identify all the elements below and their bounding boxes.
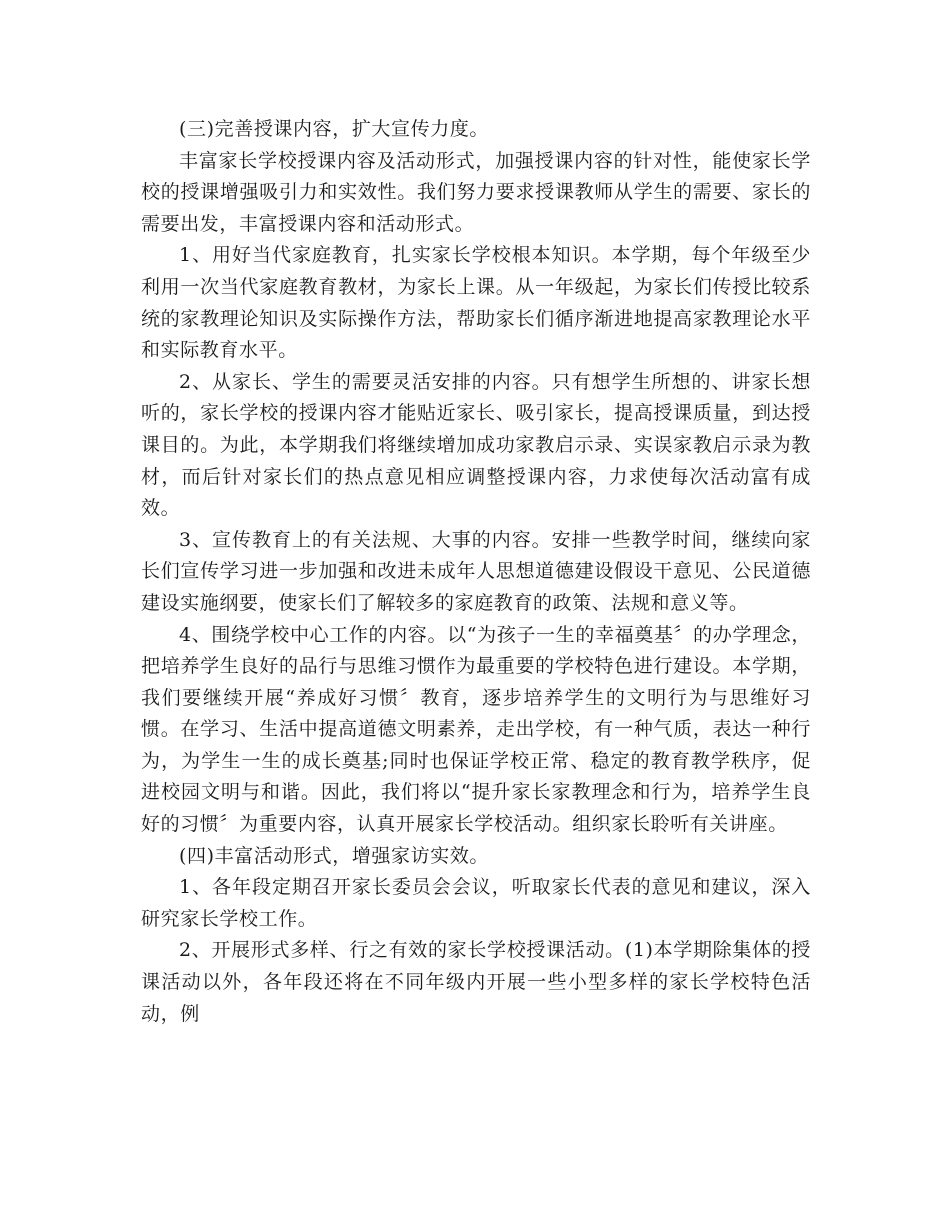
section-heading-3: (三)完善授课内容，扩大宣传力度。 — [179, 118, 490, 140]
paragraph-item-1: 1、用好当代家庭教育，扎实家长学校根本知识。本学期，每个年级至少利用一次当代家庭教育教材，为家长上课。从一年级起，为家长们传授比较系统的家教理论知识及实际操作方法，帮助家长们循序渐进地提高家教理论水平和实际教育水平。 — [141, 244, 811, 362]
paragraph-item-4: 4、围绕学校中心工作的内容。以“为孩子一生的幸福奠基〞的办学理念，把培养学生良好的品行与思维习惯作为最重要的学校特色进行建设。本学期，我们要继续开展“养成好习惯〞教育，逐步培养学生的文明行为与思维好习惯。在学习、生活中提高道德文明素养，走出学校，有一种气质，表达一种行为，为学生一生的成长奠基;同时也保证学校正常、稳定的教育教学秩序，促进校园文明与和谐。因此，我们将以“提升家长家教理念和行为，培养学生良好的习惯〞为重要内容，认真开展家长学校活动。组织家长聆听有关讲座。 — [141, 623, 811, 836]
paragraph-activity-1: 1、各年段定期召开家长委员会会议，听取家长代表的意见和建议，深入研究家长学校工作。 — [141, 876, 811, 930]
paragraph-item-3: 3、宣传教育上的有关法规、大事的内容。安排一些教学时间，继续向家长们宣传学习进一步加强和改进未成年人思想道德建设假设干意见、公民道德建设实施纲要，使家长们了解较多的家庭教育的政策、法规和意义等。 — [141, 528, 811, 614]
section-heading-4: (四)丰富活动形式，增强家访实效。 — [179, 844, 490, 867]
paragraph-activity-2: 2、开展形式多样、行之有效的家长学校授课活动。(1)本学期除集体的授课活动以外，各年段还将在不同年级内开展一些小型多样的家长学校特色活动，例 — [141, 939, 811, 1025]
document-page — [141, 114, 811, 1030]
paragraph-intro: 丰富家长学校授课内容及活动形式，加强授课内容的针对性，能使家长学校的授课增强吸引力和实效性。我们努力要求授课教师从学生的需要、家长的需要出发，丰富授课内容和活动形式。 — [141, 149, 811, 235]
paragraph-item-2: 2、从家长、学生的需要灵活安排的内容。只有想学生所想的、讲家长想听的，家长学校的授课内容才能贴近家长、吸引家长，提高授课质量，到达授课目的。为此，本学期我们将继续增加成功家教启示录、实误家教启示录为教材，而后针对家长们的热点意见相应调整授课内容，力求使每次活动富有成效。 — [141, 370, 811, 520]
